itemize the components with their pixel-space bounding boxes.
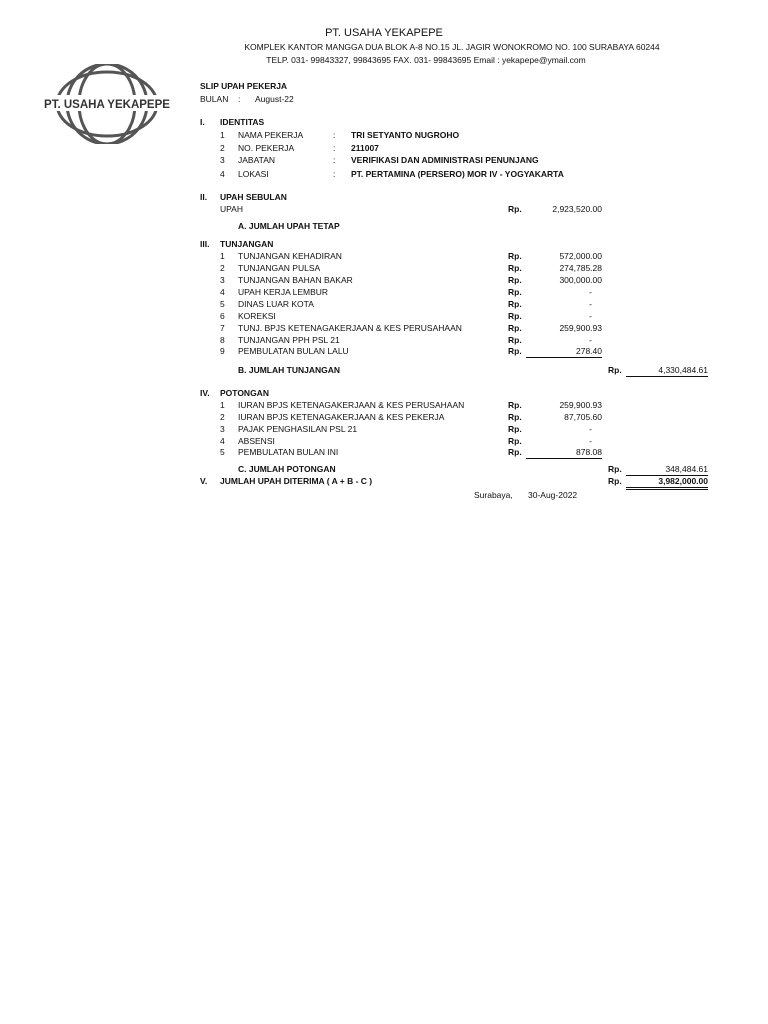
slip-title: SLIP UPAH PEKERJA (200, 81, 288, 91)
row-no: 6 (220, 311, 225, 321)
currency-label: Rp. (608, 365, 622, 375)
currency-label: Rp. (508, 400, 522, 410)
worker-name: TRI SETYANTO NUGROHO (351, 130, 460, 140)
row-no: 1 (220, 130, 225, 140)
row-amount: - (589, 335, 592, 345)
row-label: TUNJANGAN KEHADIRAN (238, 251, 342, 261)
row-no: 7 (220, 323, 225, 333)
upah-amount: 2,923,520.00 (552, 204, 602, 214)
total-c-label: C. JUMLAH POTONGAN (238, 464, 336, 474)
worker-position: VERIFIKASI DAN ADMINISTRASI PENUNJANG (351, 155, 539, 165)
row-label: TUNJANGAN PULSA (238, 263, 321, 273)
row-amount: 300,000.00 (559, 275, 602, 285)
row-no: 3 (220, 155, 225, 165)
row-no: 2 (220, 412, 225, 422)
total-b-amount: 4,330,484.61 (626, 364, 708, 377)
currency-label: Rp. (508, 346, 522, 356)
total-b-label: B. JUMLAH TUNJANGAN (238, 365, 340, 375)
currency-label: Rp. (508, 263, 522, 273)
company-contact: TELP. 031- 99843327, 99843695 FAX. 031- 99843695 Email : yekapepe@ymail.com (266, 55, 586, 65)
section-num: V. (200, 476, 208, 486)
currency-label: Rp. (508, 436, 522, 446)
row-label: PEMBULATAN BULAN LALU (238, 346, 349, 356)
section-title-tunjangan: TUNJANGAN (220, 239, 274, 249)
currency-label: Rp. (508, 323, 522, 333)
net-pay-label: JUMLAH UPAH DITERIMA ( A + B - C ) (220, 476, 373, 486)
row-no: 3 (220, 424, 225, 434)
row-label: LOKASI (238, 169, 269, 179)
row-label: PAJAK PENGHASILAN PSL 21 (238, 424, 358, 434)
row-no: 4 (220, 436, 225, 446)
row-label: NAMA PEKERJA (238, 130, 304, 140)
row-amount: - (589, 299, 592, 309)
row-label: PEMBULATAN BULAN INI (238, 447, 339, 457)
row-amount: 259,900.93 (559, 323, 602, 333)
row-no: 3 (220, 275, 225, 285)
row-no: 5 (220, 299, 225, 309)
row-amount: - (589, 436, 592, 446)
section-num: I. (200, 117, 205, 127)
row-amount: - (589, 311, 592, 321)
section-title-identitas: IDENTITAS (220, 117, 265, 127)
row-label: DINAS LUAR KOTA (238, 299, 314, 309)
section-num: II. (200, 192, 208, 202)
logo-text: PT. USAHA YEKAPEPE (44, 99, 170, 111)
row-label: IURAN BPJS KETENAGAKERJAAN & KES PEKERJA (238, 412, 445, 422)
row-label: JABATAN (238, 155, 275, 165)
row-no: 5 (220, 447, 225, 457)
row-label: UPAH KERJA LEMBUR (238, 287, 329, 297)
company-logo (42, 64, 172, 144)
company-name: PT. USAHA YEKAPEPE (325, 27, 443, 39)
row-no: 1 (220, 251, 225, 261)
row-no: 8 (220, 335, 225, 345)
row-label: KOREKSI (238, 311, 276, 321)
row-sep: : (333, 155, 336, 165)
row-no: 2 (220, 143, 225, 153)
month-colon: : (238, 94, 241, 104)
currency-label: Rp. (508, 412, 522, 422)
section-num: III. (200, 239, 210, 249)
row-sep: : (333, 130, 336, 140)
currency-label: Rp. (608, 476, 622, 486)
company-address: KOMPLEK KANTOR MANGGA DUA BLOK A-8 NO.15 JL. JAGIR WONOKROMO NO. 100 SURABAYA 60244 (244, 42, 660, 52)
row-no: 2 (220, 263, 225, 273)
footer-date: 30-Aug-2022 (528, 490, 578, 500)
currency-label: Rp. (608, 464, 622, 474)
row-no: 9 (220, 346, 225, 356)
currency-label: Rp. (508, 447, 522, 457)
section-title-upah: UPAH SEBULAN (220, 192, 287, 202)
currency-label: Rp. (508, 251, 522, 261)
total-c-amount: 348,484.61 (626, 463, 708, 476)
upah-label: UPAH (220, 204, 243, 214)
row-amount: 259,900.93 (559, 400, 602, 410)
footer-place: Surabaya, (474, 490, 513, 500)
row-amount: 278.40 (526, 345, 602, 358)
row-no: 1 (220, 400, 225, 410)
currency-label: Rp. (508, 311, 522, 321)
currency-label: Rp. (508, 204, 522, 214)
currency-label: Rp. (508, 424, 522, 434)
row-label: ABSENSI (238, 436, 275, 446)
row-amount: - (589, 287, 592, 297)
row-label: NO. PEKERJA (238, 143, 295, 153)
row-label: IURAN BPJS KETENAGAKERJAAN & KES PERUSAHAAN (238, 400, 465, 410)
row-sep: : (333, 169, 336, 179)
month-label: BULAN (200, 94, 229, 104)
currency-label: Rp. (508, 287, 522, 297)
currency-label: Rp. (508, 335, 522, 345)
row-amount: 878.08 (526, 446, 602, 459)
row-amount: - (589, 424, 592, 434)
row-no: 4 (220, 287, 225, 297)
month-value: August-22 (255, 94, 294, 104)
currency-label: Rp. (508, 299, 522, 309)
section-title-potongan: POTONGAN (220, 388, 269, 398)
subtotal-a-label: A. JUMLAH UPAH TETAP (238, 221, 340, 231)
row-label: TUNJANGAN BAHAN BAKAR (238, 275, 353, 285)
row-amount: 87,705.60 (564, 412, 602, 422)
row-label: TUNJANGAN PPH PSL 21 (238, 335, 340, 345)
row-no: 4 (220, 169, 225, 179)
worker-number: 211007 (351, 143, 379, 153)
section-num: IV. (200, 388, 210, 398)
row-amount: 572,000.00 (559, 251, 602, 261)
row-label: TUNJ. BPJS KETENAGAKERJAAN & KES PERUSAHAAN (238, 323, 462, 333)
row-amount: 274,785.28 (559, 263, 602, 273)
net-pay-amount: 3,982,000.00 (626, 475, 708, 490)
worker-location: PT. PERTAMINA (PERSERO) MOR IV - YOGYAKARTA (351, 169, 564, 179)
row-sep: : (333, 143, 336, 153)
currency-label: Rp. (508, 275, 522, 285)
